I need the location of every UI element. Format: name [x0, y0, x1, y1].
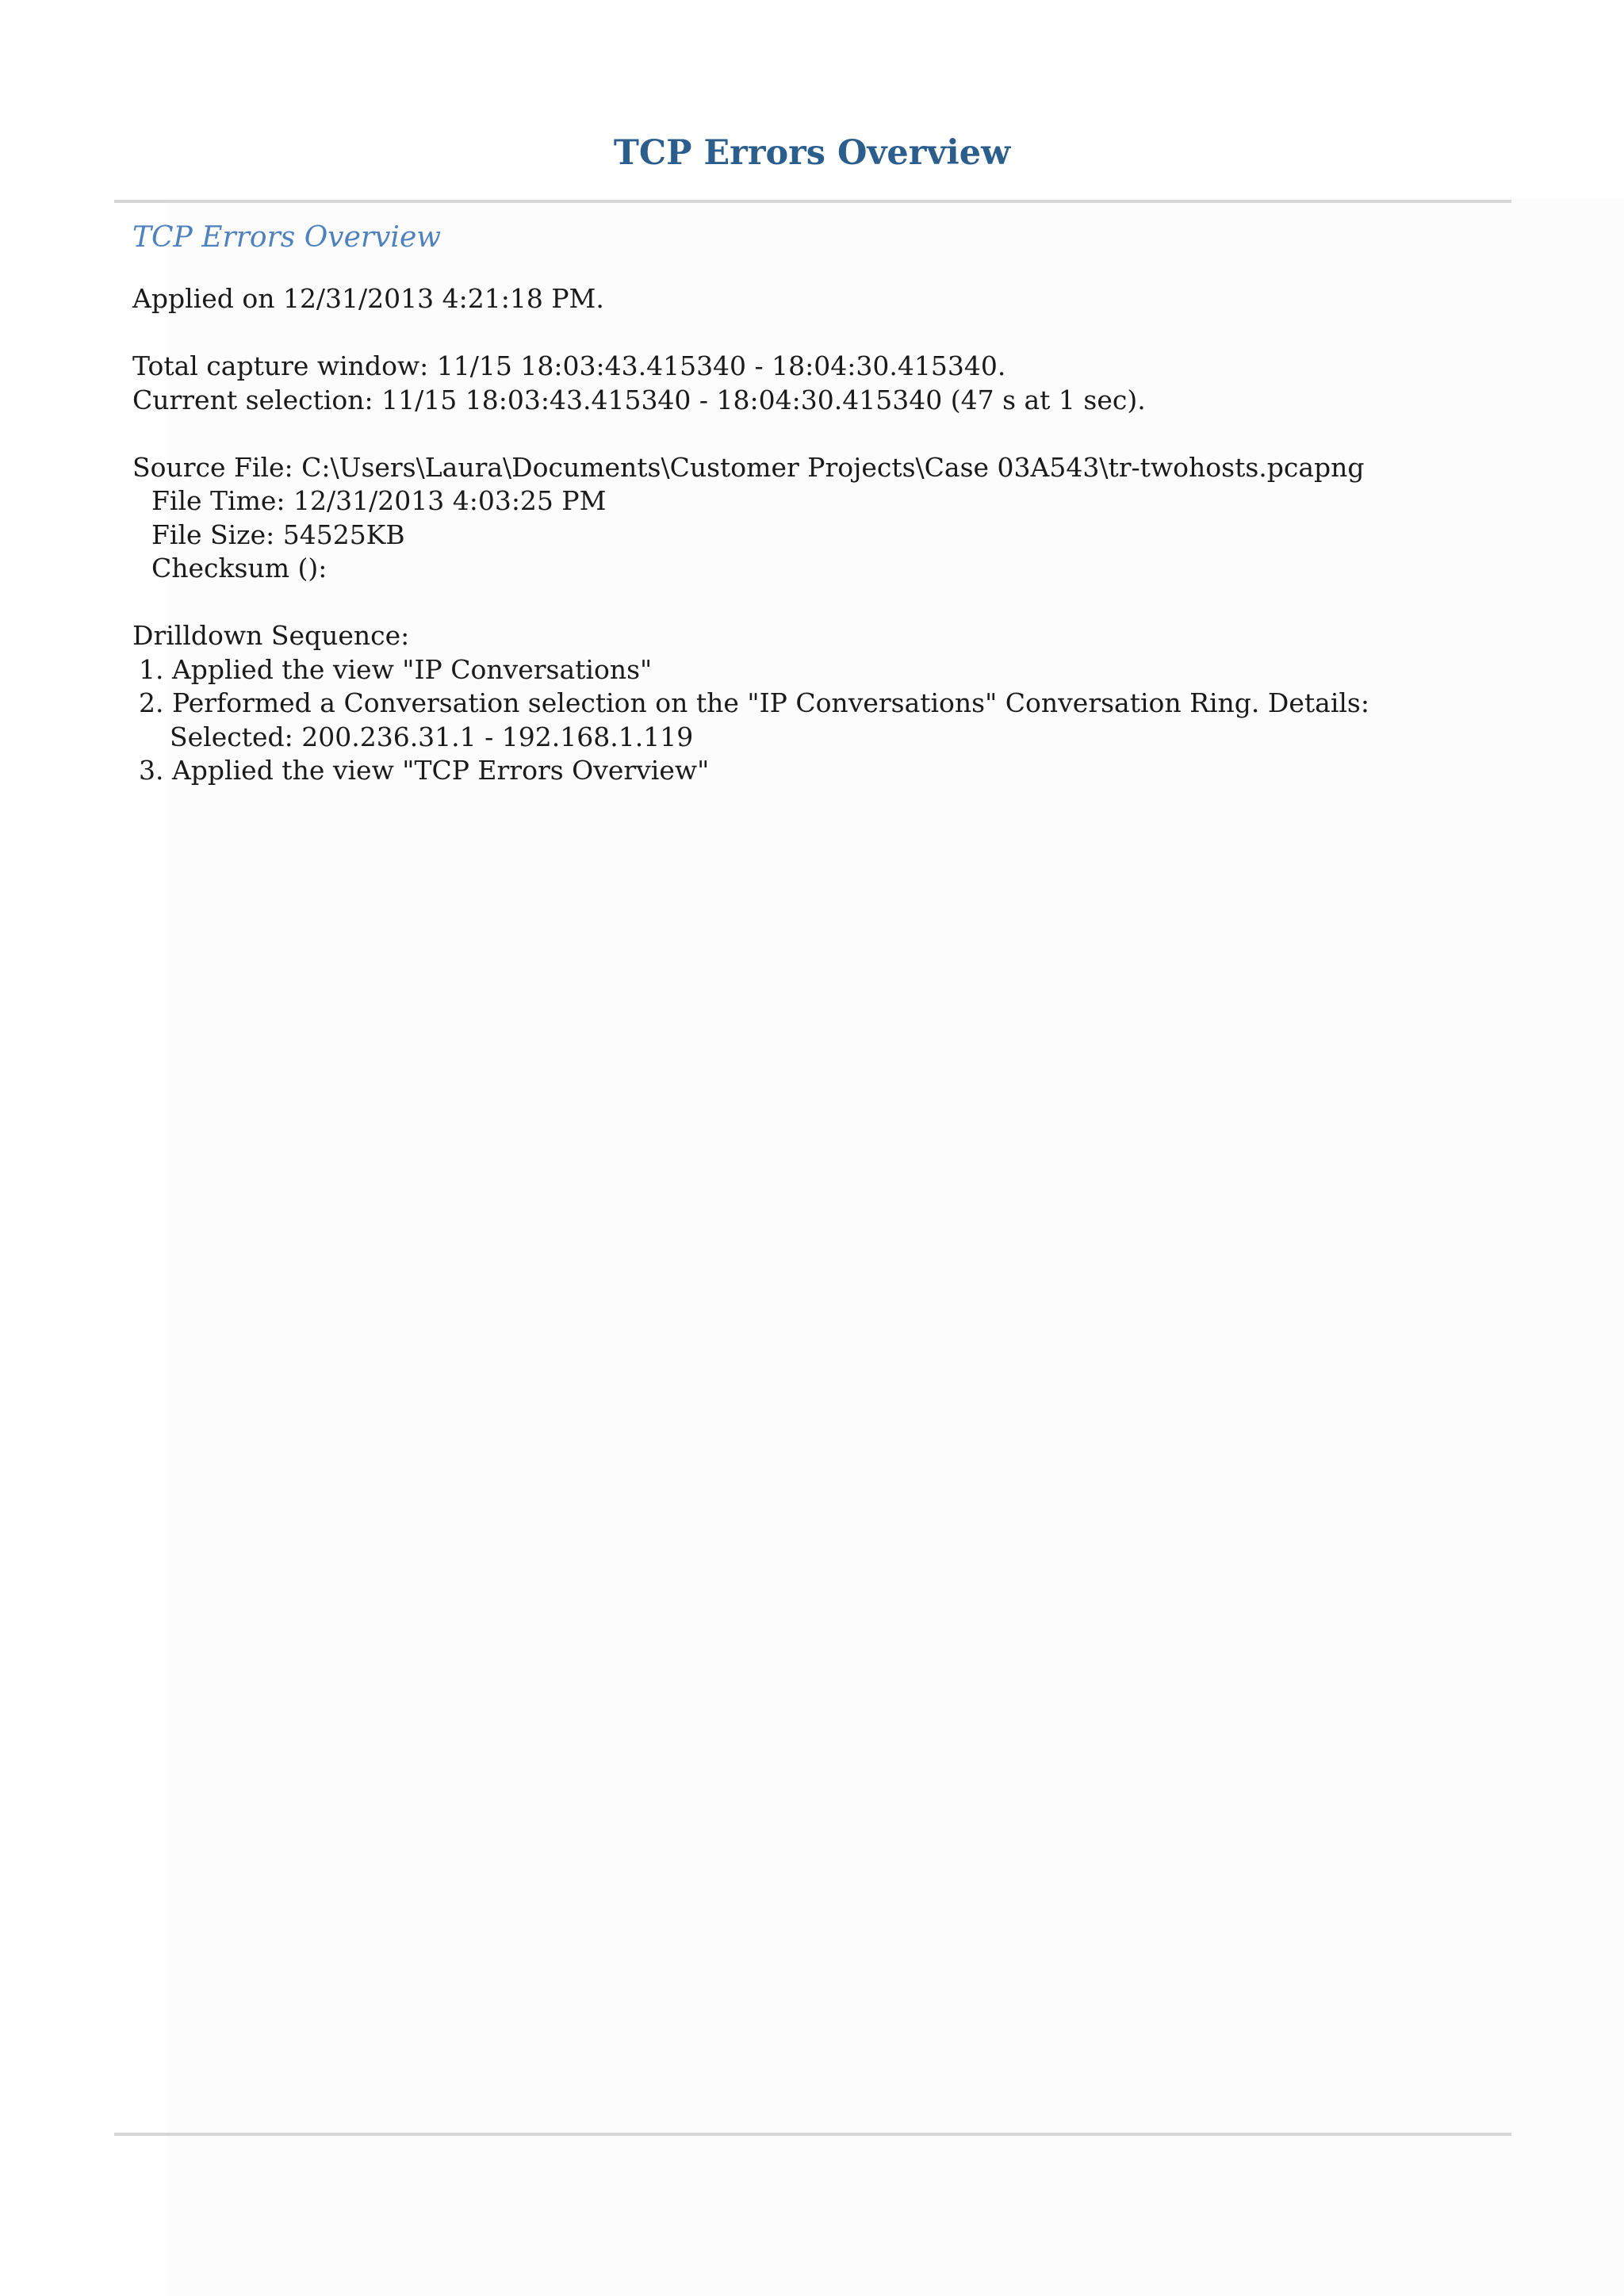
- current-selection-text: Current selection: 11/15 18:03:43.415340 - 18:04:30.415340 (47 s at 1 sec).: [132, 384, 1146, 415]
- footer-divider: [114, 2133, 1511, 2136]
- drilldown-step: 1. Applied the view "IP Conversations": [139, 653, 653, 685]
- drilldown-heading: Drilldown Sequence:: [132, 620, 410, 651]
- header-divider: [114, 200, 1511, 203]
- file-time-text: File Time: 12/31/2013 4:03:25 PM: [151, 485, 607, 516]
- total-capture-window-text: Total capture window: 11/15 18:03:43.415340 - 18:04:30.415340.: [132, 350, 1006, 381]
- drilldown-step: 2. Performed a Conversation selection on the "IP Conversations" Conversation Ring. Details:: [139, 687, 1369, 718]
- drilldown-step: 3. Applied the view "TCP Errors Overview": [139, 755, 710, 786]
- spacer: [132, 417, 1496, 451]
- section-heading: TCP Errors Overview: [132, 221, 442, 254]
- applied-on-text: Applied on 12/31/2013 4:21:18 PM.: [132, 283, 604, 314]
- spacer: [132, 586, 1496, 620]
- source-file-text: Source File: C:\Users\Laura\Documents\Customer Projects\Case 03A543\tr-twohosts.pcapng: [132, 451, 1365, 483]
- checksum-text: Checksum ():: [151, 553, 327, 584]
- report-body: [132, 216, 1496, 788]
- file-size-text: File Size: 54525KB: [151, 519, 405, 550]
- selection-detail-text: Selected: 200.236.31.1 - 192.168.1.119: [170, 721, 694, 752]
- spacer: [132, 316, 1496, 350]
- document-title: TCP Errors Overview: [613, 133, 1011, 173]
